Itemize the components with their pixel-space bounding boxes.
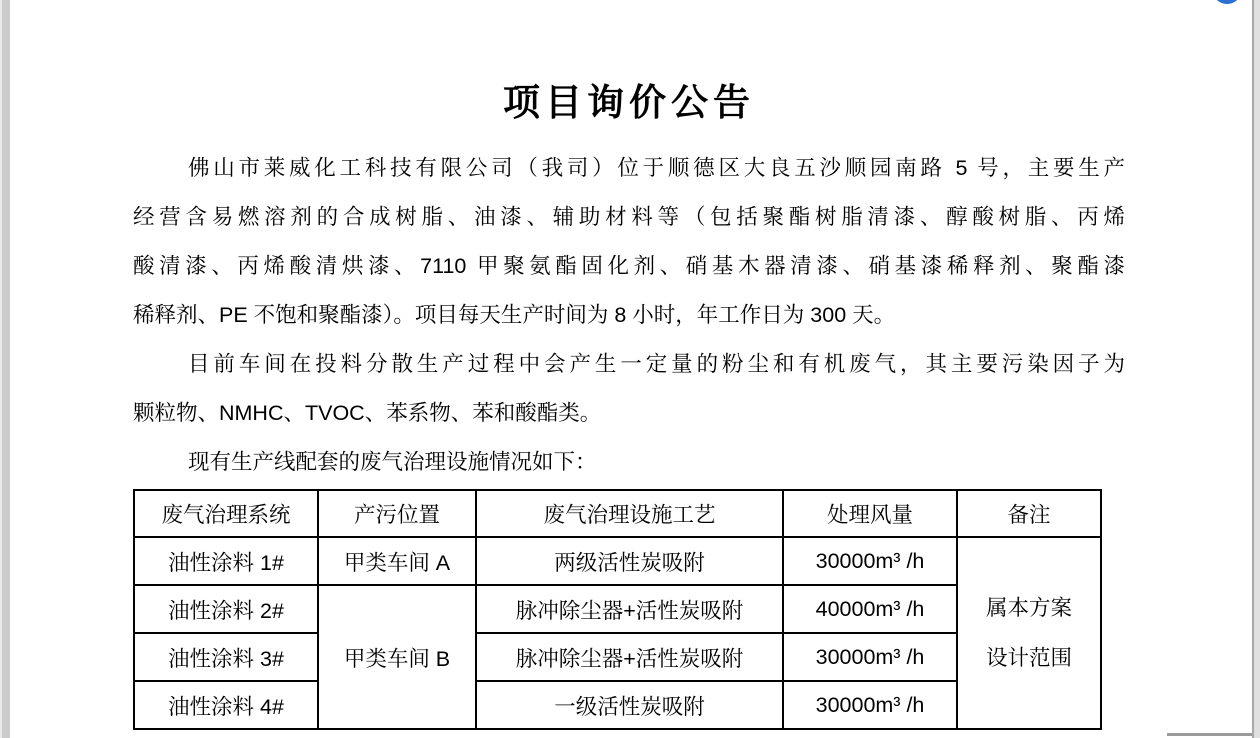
cell-system: 油性涂料 1# bbox=[134, 537, 318, 585]
paragraph-line: 佛山市莱威化工科技有限公司（我司）位于顺德区大良五沙顺园南路 5 号，主要生产 bbox=[188, 156, 1125, 180]
remark-line: 设计范围 bbox=[985, 646, 1072, 670]
cell-airflow: 30000m³ /h bbox=[783, 681, 957, 729]
document-title: 项目询价公告 bbox=[503, 83, 755, 124]
page-bottom-edge bbox=[1167, 733, 1254, 736]
viewer-right-edge bbox=[1252, 0, 1260, 738]
cell-system: 油性涂料 4# bbox=[134, 681, 318, 729]
remark-line: 属本方案 bbox=[985, 596, 1072, 620]
cell-system: 油性涂料 3# bbox=[134, 633, 318, 681]
col-header-system: 废气治理系统 bbox=[134, 490, 318, 537]
cell-process: 一级活性炭吸附 bbox=[476, 681, 783, 729]
cell-airflow: 30000m³ /h bbox=[783, 537, 957, 585]
table-row bbox=[134, 585, 1101, 633]
col-header-airflow: 处理风量 bbox=[783, 490, 957, 537]
col-header-remark: 备注 bbox=[957, 490, 1101, 537]
cell-process: 脉冲除尘器+活性炭吸附 bbox=[476, 633, 783, 681]
table-header-row bbox=[134, 490, 1101, 537]
document-page bbox=[133, 0, 1125, 730]
paragraph-line: 经营含易燃溶剂的合成树脂、油漆、辅助材料等（包括聚酯树脂清漆、醇酸树脂、丙烯 bbox=[133, 205, 1125, 229]
cell-system: 油性涂料 2# bbox=[134, 585, 318, 633]
cell-process: 两级活性炭吸附 bbox=[476, 537, 783, 585]
paragraph-line: 颗粒物、NMHC、TVOC、苯系物、苯和酸酯类。 bbox=[133, 401, 602, 425]
treatment-facilities-table bbox=[133, 489, 1102, 730]
paragraph-line: 稀释剂、PE 不饱和聚酯漆）。项目每天生产时间为 8 小时，年工作日为 300 天。 bbox=[133, 303, 896, 327]
floating-scroll-button[interactable] bbox=[1212, 0, 1242, 4]
table-row bbox=[134, 681, 1101, 729]
cell-process: 脉冲除尘器+活性炭吸附 bbox=[476, 585, 783, 633]
cell-airflow: 30000m³ /h bbox=[783, 633, 957, 681]
cell-location: 甲类车间 B bbox=[318, 585, 476, 729]
paragraph-line: 目前车间在投料分散生产过程中会产生一定量的粉尘和有机废气，其主要污染因子为 bbox=[188, 352, 1125, 376]
col-header-location: 产污位置 bbox=[318, 490, 476, 537]
paragraph-line: 酸清漆、丙烯酸清烘漆、7110 甲聚氨酯固化剂、硝基木器清漆、硝基漆稀释剂、聚酯漆 bbox=[133, 254, 1125, 278]
table-row bbox=[134, 537, 1101, 585]
cell-airflow: 40000m³ /h bbox=[783, 585, 957, 633]
paragraph-line: 现有生产线配套的废气治理设施情况如下： bbox=[188, 450, 597, 474]
document-body bbox=[133, 144, 1125, 487]
table-row bbox=[134, 633, 1101, 681]
cell-location: 甲类车间 A bbox=[318, 537, 476, 585]
cell-remark bbox=[957, 537, 1101, 729]
viewer-left-edge bbox=[0, 0, 10, 738]
col-header-process: 废气治理设施工艺 bbox=[476, 490, 783, 537]
